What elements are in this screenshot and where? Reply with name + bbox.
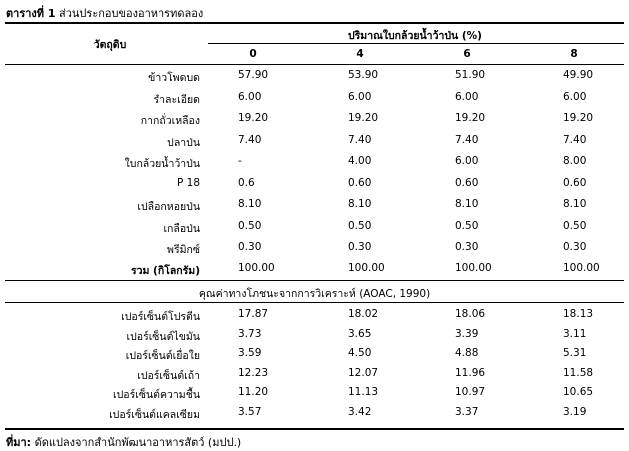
item-column-header: วัตถุดิบ [93,39,127,51]
cell-value: 3.19 [563,405,587,418]
cell-value: 51.90 [455,69,486,81]
cell-value: 0.60 [563,176,587,189]
level-header-8: 8 [570,48,578,60]
total-value: 100.00 [238,262,275,274]
cell-value: 53.90 [348,69,379,81]
table-number: ตารางที่ 1 [6,7,56,20]
source-note [6,433,241,451]
cell-value: 3.37 [455,405,479,418]
cell-value: 5.31 [563,347,587,359]
analysis-title-rule [5,302,624,303]
cell-value: 6.00 [348,90,372,103]
cell-value: 3.57 [238,405,262,418]
cell-value: 57.90 [238,69,269,81]
cell-value: 19.20 [563,112,594,124]
cell-value: 0.60 [455,176,479,189]
analysis-section-title: คุณค่าทางโภชนะจากการวิเคราะห์ (AOAC, 1990) [198,288,431,300]
row-label: ใบกล้วยน้ำว้าป่น [124,158,200,170]
cell-value: 4.50 [348,347,372,359]
cell-value: 8.10 [455,198,479,210]
cell-value: 8.00 [563,155,587,167]
cell-value: 12.07 [348,366,379,379]
table-caption [6,4,203,22]
cell-value: - [238,155,242,167]
cell-value: 0.50 [238,219,262,232]
cell-value: 0.30 [238,241,262,253]
table-row [0,177,629,199]
row-label: ปลาป่น [167,136,200,149]
row-label: เปอร์เซ็นต์แคลเซียม [109,408,200,421]
cell-value: 17.87 [238,308,269,320]
cell-value: 11.96 [455,366,486,379]
table-title: ส่วนประกอบของอาหารทดลอง [55,7,204,20]
row-label: เปอร์เซ็นต์เถ้า [137,369,200,382]
table-row [0,91,629,113]
cell-value: 7.40 [348,133,372,146]
row-label: เปอร์เซ็นต์โปรตีน [121,311,200,323]
cell-value: 6.00 [455,155,479,167]
level-header-4: 4 [356,48,364,60]
cell-value: 3.11 [563,327,587,340]
cell-value: 0.50 [455,219,479,232]
row-label: เกลือป่น [163,222,200,235]
cell-value: 6.00 [455,90,479,103]
cell-value: 11.58 [563,366,594,379]
cell-value: 8.10 [563,198,587,210]
cell-value: 4.88 [455,347,479,359]
table-row [0,406,629,428]
cell-value: 6.00 [563,90,587,103]
row-label: ข้าวโพดบด [148,72,200,84]
source-label: ที่มา: [6,436,32,449]
total-value: 100.00 [455,262,492,274]
table-row [0,134,629,156]
cell-value: 8.10 [348,198,372,210]
cell-value: 11.20 [238,386,269,398]
cell-value: 0.6 [238,176,255,189]
row-label: เปลือกหอยป่น [137,201,200,213]
cell-value: 18.13 [563,308,594,320]
row-label: กากถั่วเหลือง [140,115,200,127]
cell-value: 8.10 [238,198,262,210]
cell-value: 18.02 [348,308,379,320]
cell-value: 18.06 [455,308,486,320]
cell-value: 11.13 [348,386,379,398]
level-group-header: ปริมาณใบกล้วยน้ำว้าป่น (%) [348,30,482,42]
table-row [0,220,629,242]
row-label: เปอร์เซ็นต์เยื่อใย [125,350,200,362]
table-row [0,155,629,177]
level-header-6: 6 [463,48,471,60]
cell-value: 3.65 [348,327,372,340]
cell-value: 6.00 [238,90,262,103]
row-label: เปอร์เซ็นต์ไขมัน [126,330,200,343]
total-label: รวม (กิโลกรัม) [130,265,200,277]
total-value: 100.00 [348,262,385,274]
group-header-rule [208,43,624,44]
cell-value: 49.90 [563,69,594,81]
cell-value: 0.30 [455,241,479,253]
cell-value: 7.40 [563,133,587,146]
cell-value: 0.30 [563,241,587,253]
cell-value: 19.20 [238,112,269,124]
source-text: ดัดแปลงจากสำนักพัฒนาอาหารสัตว์ (มปป.) [31,436,242,449]
table-row [0,112,629,134]
table-row [0,69,629,91]
cell-value: 19.20 [455,112,486,124]
level-header-0: 0 [249,48,257,60]
cell-value: 10.97 [455,386,486,398]
cell-value: 12.23 [238,366,269,379]
cell-value: 4.00 [348,155,372,167]
cell-value: 3.39 [455,327,479,340]
cell-value: 3.59 [238,347,262,359]
row-label: เปอร์เซ็นต์ความชื้น [113,389,200,401]
row-label: P 18 [176,176,200,189]
table-row [0,198,629,220]
cell-value: 0.50 [348,219,372,232]
table-bottom-rule [5,428,624,430]
cell-value: 7.40 [455,133,479,146]
total-value: 100.00 [563,262,600,274]
cell-value: 3.42 [348,405,372,418]
row-label: พรีมิกซ์ [167,244,200,256]
cell-value: 0.60 [348,176,372,189]
table-top-rule [5,22,624,24]
table-row [0,241,629,263]
total-bottom-rule [5,280,624,281]
cell-value: 10.65 [563,386,594,398]
cell-value: 0.30 [348,241,372,253]
cell-value: 0.50 [563,219,587,232]
cell-value: 19.20 [348,112,379,124]
cell-value: 3.73 [238,327,262,340]
header-bottom-rule [5,64,624,65]
row-label: รำละเอียด [153,93,200,106]
cell-value: 7.40 [238,133,262,146]
